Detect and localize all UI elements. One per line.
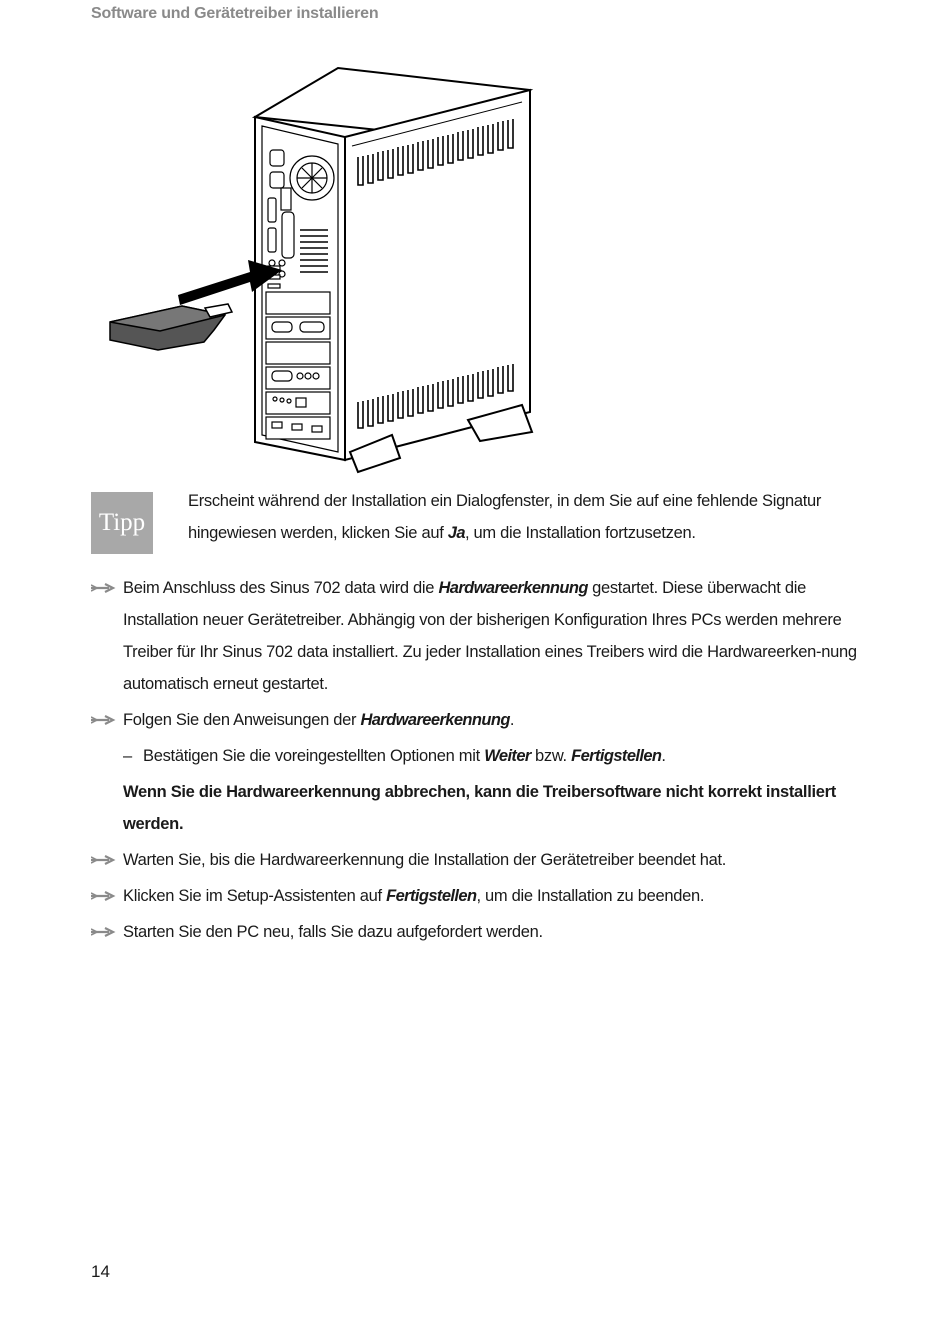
step-item xyxy=(91,844,863,876)
instruction-steps xyxy=(91,572,863,948)
tip-text-after: , um die Installation fortzusetzen. xyxy=(464,524,696,542)
step-term: Hardwareerkennung xyxy=(438,579,588,597)
arrow-bullet-icon xyxy=(91,880,123,912)
step-item xyxy=(91,880,863,912)
dash-bullet: – xyxy=(123,747,132,765)
arrow-bullet-icon xyxy=(91,572,123,700)
running-header: Software und Gerätetreiber installieren xyxy=(91,5,379,22)
substep-text: bzw. xyxy=(530,747,572,765)
substep-text: . xyxy=(661,747,666,765)
step-item xyxy=(91,572,863,700)
page-number: 14 xyxy=(91,1262,110,1281)
usb-stick-insertion-drawing xyxy=(100,60,540,480)
warning-text: Wenn Sie die Hardwareerkennung abbrechen, kann die Treibersoftware nicht korrekt installiert werden. xyxy=(123,783,836,833)
substep-item xyxy=(91,740,863,772)
step-text: Folgen Sie den Anweisungen der xyxy=(123,711,361,729)
step-text: Warten Sie, bis die Hardwareerkennung die Installation der Gerätetreiber beendet hat. xyxy=(123,851,727,869)
tip-label-box: Tipp xyxy=(91,492,153,554)
step-text: Beim Anschluss des Sinus 702 data wird die xyxy=(123,579,439,597)
step-text: . xyxy=(509,711,515,729)
step-term: Hardwareerkennung xyxy=(360,711,510,729)
step-text: Klicken Sie im Setup-Assistenten auf xyxy=(123,887,387,905)
tip-text-before: Erscheint während der Installation ein Dialogfenster, in dem Sie auf eine fehlende Signatur hingewiesen werden, klicken Sie auf xyxy=(188,492,822,542)
substep-text: Bestätigen Sie die voreingestellten Optionen mit xyxy=(143,747,485,765)
tip-text xyxy=(188,485,868,549)
step-item xyxy=(91,916,863,948)
step-text: Starten Sie den PC neu, falls Sie dazu aufgefordert werden. xyxy=(123,923,543,941)
step-text: , um die Installation zu beenden. xyxy=(476,887,705,905)
substep-term-fertigstellen: Fertigstellen xyxy=(571,747,662,765)
substep-term-weiter: Weiter xyxy=(484,747,531,765)
pc-tower-illustration xyxy=(100,60,540,480)
arrow-bullet-icon xyxy=(91,916,123,948)
tip-term-ja: Ja xyxy=(447,524,465,542)
arrow-bullet-icon xyxy=(91,844,123,876)
step-text: gestartet. Diese überwacht die Installation neuer Gerätetreiber. Abhängig von der bisherigen Konfiguration Ihres PCs werden mehrere Treiber für Ihr Sinus 702 data installiert. Zu jeder Installation eines Treibers wird die Hardwareerken-nung automatisch erneut gestartet. xyxy=(123,579,857,693)
arrow-bullet-icon xyxy=(91,704,123,736)
step-term: Fertigstellen xyxy=(386,887,477,905)
step-item xyxy=(91,704,863,736)
